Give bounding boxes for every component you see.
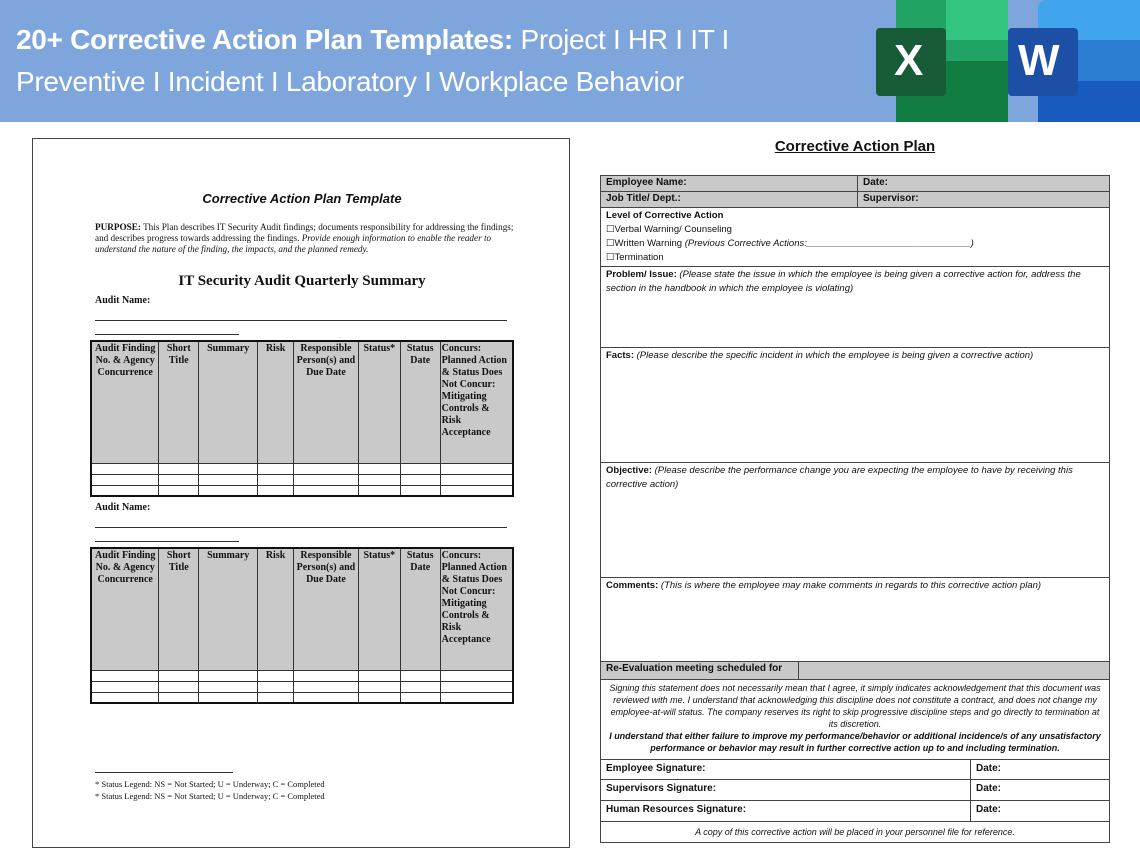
table-cell[interactable] [199, 485, 258, 496]
banner-title-line2: Preventive I Incident I Laboratory I Workplace Behavior [16, 66, 684, 97]
table-cell[interactable] [400, 474, 440, 485]
written-warning-checkbox[interactable]: ☐Written Warning (Previous Corrective Actions:_______________________________) [606, 238, 974, 249]
column-header: Summary [199, 341, 258, 463]
table-cell[interactable] [258, 692, 294, 703]
column-header: Summary [199, 548, 258, 670]
column-header: Responsible Person(s) and Due Date [293, 548, 358, 670]
table-cell[interactable] [440, 681, 513, 692]
table-cell[interactable] [400, 485, 440, 496]
audit-name-line [95, 527, 507, 528]
summary-title: IT Security Audit Quarterly Summary [178, 273, 426, 289]
table-cell[interactable] [199, 670, 258, 681]
facts-field[interactable]: Facts: (Please describe the specific incident in which the employee is being given a corrective action) [606, 350, 1034, 361]
footnote-line [95, 772, 233, 773]
table-cell[interactable] [400, 670, 440, 681]
table-cell[interactable] [258, 474, 294, 485]
table-cell[interactable] [293, 681, 358, 692]
acknowledgement-bold: I understand that either failure to improve my performance/behavior or additional incidence/s of any unsatisfactory performance or behavior may result in further corrective action up to and including termination. [609, 731, 1101, 753]
table-cell[interactable] [199, 474, 258, 485]
table-cell[interactable] [258, 463, 294, 474]
table-row [91, 474, 513, 485]
employee-signature-date[interactable]: Date: [970, 760, 1109, 779]
table-cell[interactable] [159, 692, 199, 703]
table-cell[interactable] [358, 681, 400, 692]
table-cell[interactable] [258, 681, 294, 692]
table-cell[interactable] [400, 692, 440, 703]
date-field[interactable]: Date: [857, 176, 1109, 191]
table-cell[interactable] [91, 681, 159, 692]
supervisor-field[interactable]: Supervisor: [857, 192, 1109, 207]
purpose-paragraph: PURPOSE: This Plan describes IT Security Audit findings; documents responsibility for addressing the findings; and describes progress towards addressing the findings. Provide enough information to enable the reader to understand the nature of the finding, the impacts, and the planned remedy. [95, 222, 514, 254]
level-label: Level of Corrective Action [606, 210, 724, 221]
table-cell[interactable] [91, 670, 159, 681]
excel-icon: X [876, 0, 1008, 122]
objective-field[interactable]: Objective: (Please describe the performance change you are expecting the employee to have by receiving this corrective action) [606, 465, 1073, 490]
table-cell[interactable] [159, 474, 199, 485]
left-doc-title: Corrective Action Plan Template [202, 191, 402, 206]
acknowledgement-statement: Signing this statement does not necessarily mean that I agree, it simply indicates acknowledgement that this document was reviewed with me. I understand that acknowledging this discipline does not constitute a contract, and does not change my employee-at-will status. The company reserves its right to skip progressive discipline steps and go directly to termination at its discretion. [609, 683, 1101, 729]
hr-signature-date[interactable]: Date: [970, 801, 1109, 821]
column-header: Status Date [400, 341, 440, 463]
table-row [91, 463, 513, 474]
table-cell[interactable] [400, 681, 440, 692]
table-cell[interactable] [91, 692, 159, 703]
problem-field[interactable]: Problem/ Issue: (Please state the issue in which the employee is being given a corrective action for, address the section in the handbook in which the employee is violating) [606, 269, 1081, 294]
column-header: Responsible Person(s) and Due Date [293, 341, 358, 463]
word-icon: W [1008, 0, 1140, 122]
it-audit-template-page [32, 138, 570, 848]
column-header: Concurs: Planned Action & Status Does Not Concur: Mitigating Controls & Risk Acceptance [440, 548, 513, 670]
personnel-file-note: A copy of this corrective action will be placed in your personnel file for reference. [695, 827, 1015, 837]
audit-table-2 [90, 547, 514, 704]
employee-name-field[interactable]: Employee Name: [606, 177, 687, 188]
job-title-field[interactable]: Job Title/ Dept.: [606, 193, 681, 204]
column-header: Risk [258, 548, 294, 670]
table-cell[interactable] [358, 474, 400, 485]
table-cell[interactable] [159, 463, 199, 474]
banner-title-line1: 20+ Corrective Action Plan Templates: Project I HR I IT I [16, 24, 729, 55]
table-cell[interactable] [258, 670, 294, 681]
table-cell[interactable] [293, 670, 358, 681]
column-header: Concurs: Planned Action & Status Does Not Concur: Mitigating Controls & Risk Acceptance [440, 341, 513, 463]
reeval-field[interactable] [798, 662, 1109, 679]
audit-name-label-1: Audit Name: [95, 295, 151, 306]
audit-name-line [95, 334, 239, 335]
column-header: Status* [358, 341, 400, 463]
status-legend: * Status Legend: NS = Not Started; U = Underway; C = Completed [95, 779, 325, 789]
table-cell[interactable] [293, 485, 358, 496]
table-cell[interactable] [91, 463, 159, 474]
table-row [91, 670, 513, 681]
table-row [91, 681, 513, 692]
table-cell[interactable] [440, 485, 513, 496]
status-legend: * Status Legend: NS = Not Started; U = Underway; C = Completed [95, 791, 325, 801]
column-header: Status Date [400, 548, 440, 670]
table-cell[interactable] [199, 681, 258, 692]
table-cell[interactable] [358, 463, 400, 474]
reeval-label: Re-Evaluation meeting scheduled for [606, 663, 783, 674]
table-row [91, 485, 513, 496]
comments-field[interactable]: Comments: (This is where the employee may make comments in regards to this corrective action plan) [606, 580, 1042, 591]
audit-name-line [95, 541, 239, 542]
column-header: Short Title [159, 548, 199, 670]
table-cell[interactable] [293, 474, 358, 485]
column-header: Status* [358, 548, 400, 670]
column-header: Short Title [159, 341, 199, 463]
table-cell[interactable] [358, 485, 400, 496]
table-cell[interactable] [91, 485, 159, 496]
table-cell[interactable] [440, 670, 513, 681]
audit-name-line [95, 320, 507, 321]
table-cell[interactable] [293, 463, 358, 474]
column-header: Audit Finding No. & Agency Concurrence [91, 341, 159, 463]
supervisor-signature-field[interactable]: Supervisors Signature: [606, 783, 717, 794]
table-cell[interactable] [400, 463, 440, 474]
table-cell[interactable] [440, 463, 513, 474]
corrective-action-form [600, 130, 1110, 855]
audit-table-1 [90, 340, 514, 497]
table-cell[interactable] [199, 463, 258, 474]
table-cell[interactable] [258, 485, 294, 496]
table-cell[interactable] [91, 474, 159, 485]
table-cell[interactable] [358, 670, 400, 681]
verbal-warning-checkbox[interactable]: ☐Verbal Warning/ Counseling [606, 224, 732, 235]
termination-checkbox[interactable]: ☐Termination [606, 252, 664, 263]
table-cell[interactable] [440, 692, 513, 703]
employee-signature-field[interactable]: Employee Signature: [606, 763, 706, 774]
table-cell[interactable] [199, 692, 258, 703]
hr-signature-field[interactable]: Human Resources Signature: [606, 804, 747, 815]
table-cell[interactable] [358, 692, 400, 703]
audit-name-label-2: Audit Name: [95, 502, 151, 513]
table-cell[interactable] [159, 485, 199, 496]
column-header: Audit Finding No. & Agency Concurrence [91, 548, 159, 670]
table-cell[interactable] [159, 681, 199, 692]
table-cell[interactable] [159, 670, 199, 681]
column-header: Risk [258, 341, 294, 463]
table-cell[interactable] [440, 474, 513, 485]
table-cell[interactable] [293, 692, 358, 703]
table-row [91, 692, 513, 703]
form-title: Corrective Action Plan [774, 138, 936, 155]
supervisor-signature-date[interactable]: Date: [970, 780, 1109, 800]
banner [0, 0, 1140, 122]
